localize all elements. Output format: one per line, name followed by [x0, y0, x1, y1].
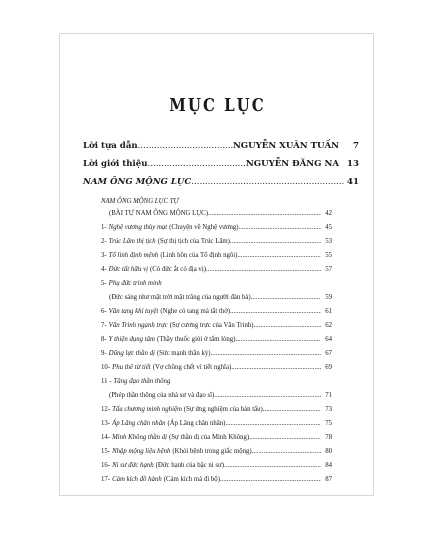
entry-title: Tăng đạo thần thông: [113, 378, 171, 385]
leader-dots: [237, 250, 321, 261]
toc-sub-entry: [101, 222, 332, 233]
entry-title: Minh Không thần dị: [112, 434, 168, 441]
toc-sub-entry: [101, 446, 332, 457]
entry-title: Đức tất hữu vị: [108, 266, 148, 273]
entry-page: 13: [347, 159, 359, 169]
entry-translation: (Cảm kích mà đi bộ): [163, 476, 220, 483]
entry-title: Tổ linh định mệnh: [108, 252, 159, 259]
toc-sub-entry: [101, 334, 332, 345]
leader-dots: [208, 208, 321, 219]
toc-sub-entry: [101, 460, 332, 471]
entry-number: 6-: [101, 308, 107, 315]
toc-main-entry: [83, 176, 359, 188]
entry-number: 7-: [101, 322, 107, 329]
entry-title: Dũng lực thần dị: [108, 350, 155, 357]
toc-sub-entry: [101, 236, 332, 247]
entry-page: 80: [325, 448, 332, 455]
toc-sub-entry: [101, 208, 332, 219]
entry-label: NAM ÔNG MỘNG LỤC: [83, 177, 192, 187]
leader-dots: [225, 418, 321, 429]
entry-number: 12-: [101, 406, 111, 413]
entry-translation: (BÀI TỰ NAM ÔNG MỘNG LỤC): [109, 210, 208, 217]
entry-page: 62: [325, 322, 332, 329]
entry-translation: (Sự thị tịch của Trúc Lâm): [157, 238, 230, 245]
entry-page: 41: [347, 177, 359, 187]
leader-dots: [211, 348, 321, 359]
entry-page: 45: [325, 224, 332, 231]
entry-title: Văn tang khí tuyệt: [108, 308, 159, 315]
entry-title: Tấu chương minh nghiệm: [112, 406, 182, 413]
entry-number: 13-: [101, 420, 111, 427]
leader-dots: [235, 334, 321, 345]
toc-sub-entry: [101, 362, 332, 373]
entry-number: 2-: [101, 238, 107, 245]
entry-page: 55: [325, 252, 332, 259]
entry-translation: (Phép thần thông của nhà sư và đạo sĩ): [109, 392, 215, 399]
entry-page: 59: [325, 294, 332, 301]
entry-page: 7: [353, 141, 359, 151]
toc-sub-entry: [101, 292, 332, 303]
entry-page: 87: [325, 476, 332, 483]
entry-page: 61: [325, 308, 332, 315]
toc-sub-entry: [101, 306, 332, 317]
entry-translation: (Đức sáng như mặt trời mặt trăng của người đàn bà): [109, 294, 251, 301]
leader-dots: [138, 140, 233, 152]
entry-page: 73: [325, 406, 332, 413]
leader-dots: [252, 446, 321, 457]
toc-main-entry: [83, 158, 359, 170]
entry-label: Lời tựa dẫn: [83, 141, 138, 151]
leader-dots: [254, 320, 321, 331]
entry-title: Áp Lãng chân nhân: [112, 420, 166, 427]
entry-page: 42: [325, 210, 332, 217]
leader-dots: [251, 292, 321, 303]
toc-sub-entry: [101, 474, 332, 485]
entry-translation: (Áp Lãng chân nhân): [167, 420, 226, 427]
entry-title: Ni sư đức hạnh: [112, 462, 154, 469]
entry-translation: (Khỏi bệnh trong giấc mộng): [172, 448, 252, 455]
entry-number: 15-: [101, 448, 111, 455]
toc-sub-entry: [101, 432, 332, 443]
entry-title: Văn Trinh ngạnh trực: [108, 322, 168, 329]
entry-page: 67: [325, 350, 332, 357]
toc-sub-entry: [101, 418, 332, 429]
entry-translation: (Vợ chồng chết vì tiết nghĩa): [152, 364, 232, 371]
toc-sub-entry: [101, 250, 332, 261]
entry-title: Y thiện dụng tâm: [108, 336, 155, 343]
entry-number: 8-: [101, 336, 107, 343]
entry-label: Lời giới thiệu: [83, 159, 148, 169]
leader-dots: [220, 474, 321, 485]
entry-title: Phụ đức trinh minh: [108, 280, 162, 287]
leader-dots: [231, 362, 321, 373]
leader-dots: [206, 264, 321, 275]
toc-sub-entry: [101, 320, 332, 331]
leader-dots: [263, 404, 321, 415]
toc-sub-entry: [101, 278, 332, 289]
entry-title: Nhập mộng liệu bệnh: [112, 448, 171, 455]
entry-number: 9-: [101, 350, 107, 357]
entry-number: 16-: [101, 462, 111, 469]
leader-dots: [191, 176, 345, 188]
entry-author: NGUYỄN XUÂN TUẤN: [232, 141, 339, 151]
leader-dots: [230, 236, 321, 247]
entry-translation: (Sự cương trực của Văn Trinh): [169, 322, 254, 329]
toc-sub-entry: [101, 390, 332, 401]
entry-title: Phu thê tử tiết: [112, 364, 151, 371]
entry-page: 78: [325, 434, 332, 441]
entry-translation: (Sự ứng nghiệm của bản tấu): [183, 406, 263, 413]
entry-number: 10-: [101, 364, 111, 371]
toc-sub-entry: [101, 404, 332, 415]
entry-number: 1-: [101, 224, 107, 231]
entry-page: 57: [325, 266, 332, 273]
leader-dots: [230, 306, 321, 317]
entry-number: 11 -: [101, 378, 112, 385]
entry-title: NAM ÔNG MỘNG LỤC TỰ: [101, 198, 179, 205]
entry-number: 4-: [101, 266, 107, 273]
entry-number: 3-: [101, 252, 107, 259]
entry-page: 75: [325, 420, 332, 427]
entry-number: 17-: [101, 476, 111, 483]
entry-title: Trúc Lâm thị tịch: [108, 238, 156, 245]
entry-page: 71: [325, 392, 332, 399]
entry-title: Cảm kích đồ hành: [112, 476, 162, 483]
toc-main-entry: [83, 140, 359, 152]
leader-dots: [214, 390, 321, 401]
leader-dots: [249, 432, 321, 443]
entry-translation: (Linh hồn của Tổ định ngôi): [160, 252, 238, 259]
entry-page: 53: [325, 238, 332, 245]
entry-page: 84: [325, 462, 332, 469]
entry-number: 14-: [101, 434, 111, 441]
leader-dots: [224, 460, 321, 471]
entry-translation: (Chuyện về Nghệ vương): [169, 224, 239, 231]
entry-translation: (Thầy thuốc giỏi ở tấm lòng): [156, 336, 236, 343]
entry-translation: (Nghe có tang mà tắt thở): [160, 308, 231, 315]
toc-sub-entry: [101, 196, 332, 207]
toc-sub-entry: [101, 376, 332, 387]
entry-translation: (Sức mạnh thần kỳ): [156, 350, 211, 357]
toc-sub-entry: [101, 348, 332, 359]
entry-number: 5-: [101, 280, 107, 287]
entry-title: Nghệ vương thùy mạt: [108, 224, 168, 231]
page-title: MỤC LỤC: [169, 94, 266, 116]
leader-dots: [239, 222, 321, 233]
entry-page: 69: [325, 364, 332, 371]
leader-dots: [148, 158, 246, 170]
toc-sub-entry: [101, 264, 332, 275]
entry-translation: (Sự thần dị của Minh Không): [169, 434, 250, 441]
entry-page: 64: [325, 336, 332, 343]
entry-translation: (Có đức ắt có địa vị): [150, 266, 206, 273]
entry-author: NGUYỄN ĐĂNG NA: [245, 159, 339, 169]
entry-translation: (Đức hạnh của bậc ni sư): [155, 462, 224, 469]
